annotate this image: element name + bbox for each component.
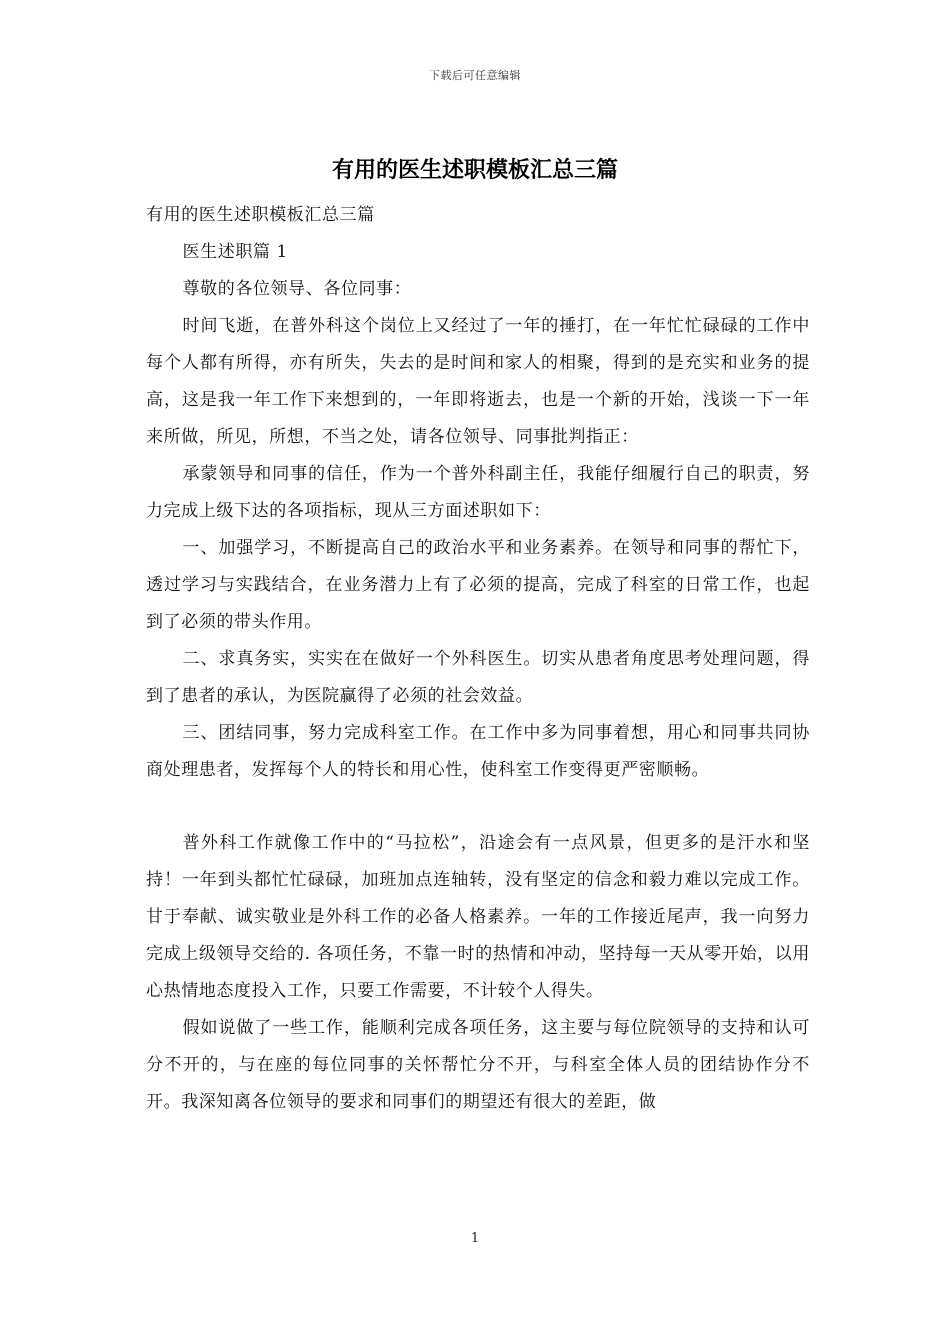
section-heading: 医生述职篇 1	[182, 242, 288, 262]
paragraph-3: 一、加强学习，不断提高自己的政治水平和业务素养。在领导和同事的帮忙下，透过学习与实践结合，在业务潜力上有了必须的提高，完成了科室的日常工作，也起到了必须的带头作用。	[146, 538, 810, 632]
header-note: 下载后可任意编辑	[429, 69, 521, 82]
salutation: 尊敬的各位领导、各位同事：	[182, 279, 412, 299]
paragraph-4: 二、求真务实，实实在在做好一个外科医生。切实从患者角度思考处理问题，得到了患者的承认，为医院赢得了必须的社会效益。	[146, 649, 810, 706]
document-title: 有用的医生述职模板汇总三篇	[331, 157, 618, 183]
paragraph-6: 普外科工作就像工作中的“马拉松”，沿途会有一点风景，但更多的是汗水和坚持！一年到头都忙忙碌碌，加班加点连轴转，没有坚定的信念和毅力难以完成工作。甘于奉献、诚实敬业是外科工作的必备人格素养。一年的工作接近尾声，我一向努力完成上级领导交给的. 各项任务，不靠一时的热情和冲动，坚持每一天从零开始，以用心热情地态度投入工作，只要工作需要，不计较个人得失。	[146, 833, 810, 1001]
page-number: 1	[470, 1231, 480, 1246]
document-subtitle: 有用的医生述职模板汇总三篇	[146, 205, 375, 225]
paragraph-1: 时间飞逝，在普外科这个岗位上又经过了一年的捶打，在一年忙忙碌碌的工作中每个人都有所得，亦有所失，失去的是时间和家人的相聚，得到的是充实和业务的提高，这是我一年工作下来想到的，一年即将逝去，也是一个新的开始，浅谈一下一年来所做，所见，所想，不当之处，请各位领导、同事批判指正：	[146, 316, 810, 447]
document-body	[146, 197, 810, 1121]
paragraph-7: 假如说做了一些工作，能顺利完成各项任务，这主要与每位院领导的支持和认可分不开的，与在座的每位同事的关怀帮忙分不开，与科室全体人员的团结协作分不开。我深知离各位领导的要求和同事们的期望还有很大的差距，做	[146, 1018, 810, 1112]
paragraph-2: 承蒙领导和同事的信任，作为一个普外科副主任，我能仔细履行自己的职责，努力完成上级下达的各项指标，现从三方面述职如下：	[146, 464, 810, 521]
paragraph-5: 三、团结同事，努力完成科室工作。在工作中多为同事着想，用心和同事共同协商处理患者，发挥每个人的特长和用心性，使科室工作变得更严密顺畅。	[146, 723, 810, 780]
